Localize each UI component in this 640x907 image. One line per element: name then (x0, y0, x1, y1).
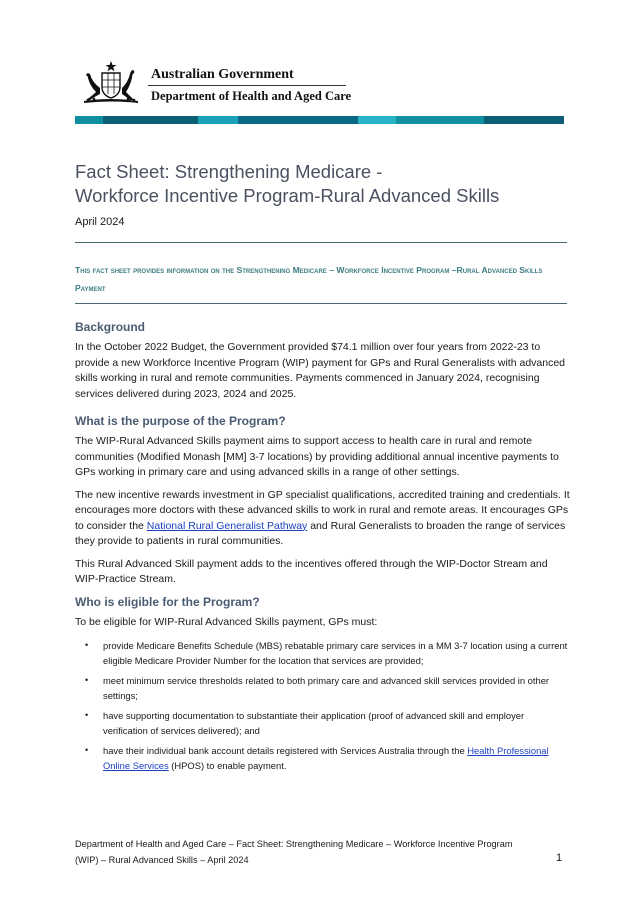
paragraph-background: In the October 2022 Budget, the Government provided $74.1 million over four years from 2022-23 to provide a new Workforce Incentive Program (WIP) payment for GPs and Rural Generalists with advanced skills working in rural and remote communities. Payments commenced in January 2024, recognising services delivered during 2023, 2024 and 2025. (75, 341, 566, 400)
government-header (78, 60, 352, 108)
list-item-text: (HPOS) to enable payment. (168, 760, 287, 771)
heading-background: Background (75, 320, 146, 334)
stripe-segment (358, 116, 396, 124)
paragraph-purpose-2 (75, 488, 570, 550)
bullet-icon: • (85, 674, 89, 685)
title-line-2: Workforce Incentive Program-Rural Advanced Skills (75, 185, 500, 206)
heading-eligibility: Who is eligible for the Program? (75, 595, 260, 609)
stripe-segment (198, 116, 238, 124)
bullet-icon: • (85, 639, 89, 650)
list-item-text: have supporting documentation to substantiate their application (proof of advanced skill and employer verification of services delivered); and (103, 709, 525, 736)
section-eligibility (75, 595, 570, 778)
eligibility-list (75, 638, 570, 774)
publication-date: April 2024 (75, 216, 125, 228)
stripe-segment (75, 116, 103, 124)
stripe-segment (238, 116, 358, 124)
list-item-text: meet minimum service thresholds related to both primary care and advanced skill services provided in other settings; (103, 674, 550, 701)
list-item (75, 638, 570, 669)
national-rural-generalist-pathway-link[interactable]: National Rural Generalist Pathway (146, 519, 308, 532)
page-title (75, 160, 499, 208)
paragraph-purpose-1: The WIP-Rural Advanced Skills payment aims to support access to health care in rural and remote communities (Modified Monash [MM] 3-7 locations) by providing additional annual incentive payments to GPs working in primary care and using advanced skills in a range of other settings. (75, 435, 559, 478)
stripe-segment (103, 116, 198, 124)
stripe-segment (396, 116, 484, 124)
coat-of-arms-icon (78, 60, 144, 104)
department-name: Department of Health and Aged Care (151, 89, 352, 103)
list-item (75, 673, 570, 704)
paragraph-eligibility-lead: To be eligible for WIP-Rural Advanced Skills payment, GPs must: (75, 616, 378, 628)
list-item-text: provide Medicare Benefits Schedule (MBS) rebatable primary care services in a MM 3-7 location using a current eligible Medicare Provider Number for the location that services are provided; (103, 639, 568, 666)
list-item-text: have their individual bank account details registered with Services Australia through the (103, 744, 468, 756)
hpos-link[interactable]: Health Professional Online Services (103, 744, 549, 771)
paragraph-purpose-3: This Rural Advanced Skill payment adds to the incentives offered through the WIP-Doctor Stream and WIP-Practice Stream. (75, 557, 548, 585)
divider-top (75, 242, 567, 243)
bullet-icon: • (85, 709, 89, 720)
divider-intro (75, 303, 567, 304)
page-number: 1 (556, 852, 563, 864)
bullet-icon: • (85, 744, 89, 755)
government-name: Australian Government (151, 67, 294, 82)
section-background (75, 320, 570, 409)
list-item (75, 708, 570, 739)
paragraph-text: The new incentive rewards investment in GP specialist qualifications, accredited training and credentials. It encourages more doctors with these advanced skills to work in rural and remote areas. It encourages GPs to consider the (75, 488, 570, 532)
intro-statement: This fact sheet provides information on the Strengthening Medicare – Workforce Incentive Program –Rural Advanced Skills Payment (75, 265, 543, 293)
paragraph-text: and Rural Generalists to broaden the range of services they provide to patients in rural communities. (75, 519, 566, 547)
page-footer (75, 836, 565, 868)
section-purpose (75, 414, 570, 595)
title-line-1: Fact Sheet: Strengthening Medicare - (75, 161, 383, 182)
footer-line-2: (WIP) – Rural Advanced Skills – April 2024 (75, 855, 249, 865)
heading-purpose: What is the purpose of the Program? (75, 414, 286, 428)
header-divider (148, 85, 346, 86)
stripe-segment (484, 116, 564, 124)
list-item (75, 743, 570, 774)
decorative-stripe (75, 116, 564, 124)
footer-line-1: Department of Health and Aged Care – Fact Sheet: Strengthening Medicare – Workforce Incentive Program (75, 839, 513, 849)
